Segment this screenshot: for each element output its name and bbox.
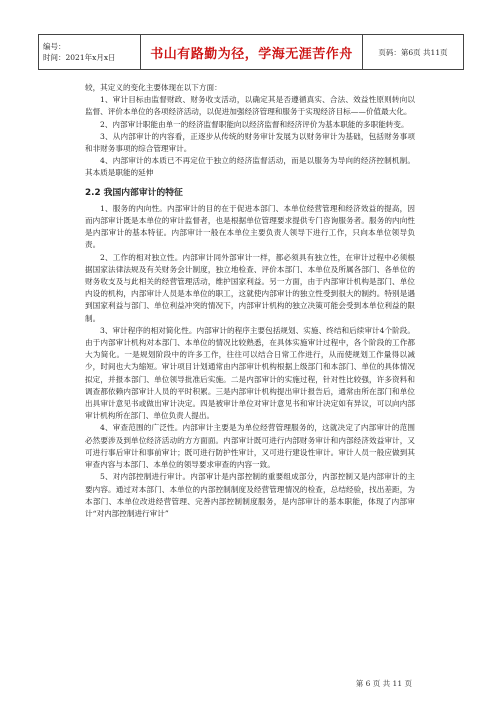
header-motto-cell [141, 35, 363, 69]
header-number-label: 编号： [43, 42, 66, 51]
section-title: 2.2 我国内部审计的特征 [85, 187, 183, 198]
paragraph: 4、内部审计的本质已不再定位于独立的经济监督活动，而是以服务为导向的经济控制机制。其本质是职能的延伸 [85, 156, 415, 178]
paragraph: 2、内部审计职能由单一的经济监督职能向以经济监督和经济评价为基本职能的多职能转变。 [100, 119, 409, 129]
header-page-cell [363, 35, 463, 69]
paragraph: 2、工作的相对独立性。内部审计同外部审计一样，都必须具有独立性，在审计过程中必须根据国家法律法规及有关财务会计制度，独立地检查、评价本部门、本单位及所属各部门、各单位的财务收支及与此相关的经营管理活动，维护国家利益。另一方面，由于内部审计机构是部门、单位内设的机构，内部审计人员是本单位的职工，这就使内部审计的独立性受到很大的制约。特别是遇到国家利益与部门、单位利益冲突的情况下，内部审计机构的独立决策可能会受到本单位利益的限制。 [85, 252, 415, 323]
paragraph: 3、审计程序的相对简化性。内部审计的程序主要包括规划、实施、终结和后续审计4个阶段。由于内部审计机构对本部门、本单位的情况比较熟悉，在具体实施审计过程中，各个阶段的工作都大为简化。一是规划阶段中的许多工作，往往可以结合日常工作进行，从而使规划工作量得以减少，时间也大为缩短。审计项目计划通常由内部审计机构根据上级部门和本部门、单位的具体情况拟定，并报本部门、单位领导批准后实施。二是内部审计的实施过程，针对性比较强，许多资料和调查都依赖内部审计人员的平时积累。三是内部审计机构提出审计报告后，通常由所在部门和单位出具审计意见书或做出审计决定。四是被审计单位对审计意见书和审计决定如有异议，可以向内部审计机构所在部门、单位负责人提出。 [85, 325, 415, 421]
paragraph: 3、从内部审计的内容看，正逐步从传统的财务审计发展为以财务审计为基础，包括财务事项和非财务事项的综合管理审计。 [85, 131, 415, 154]
paragraph: 1、服务的内向性。内部审计的目的在于促进本部门、本单位经营管理和经济效益的提高，因而内部审计既是本单位的审计监督者，也是根据单位管理要求提供专门咨询服务者。服务的内向性是内部审计的基本特征。内部审计一般在本单位主要负责人领导下进行工作，只向本单位领导负责。 [85, 203, 415, 250]
page-header [38, 34, 464, 70]
document-body [85, 82, 415, 520]
paragraph: 5、对内部控制进行审计。内部审计是内部控制的重要组成部分，内部控制又是内部审计的主要内容。通过对本部门、本单位的内部控制制度及经营管理情况的检查，总结经验，找出差距，为本部门、本单位改进经营管理、完善内部控制制度服务，是内部审计的基本职能，体现了内部审计“对内部控制进行审计” [85, 472, 415, 518]
paragraph: 较，其定义的变化主要体现在以下方面： [85, 83, 222, 92]
paragraph: 4、审查范围的广泛性。内部审计主要是为单位经营管理服务的，这就决定了内部审计的范围必然要涉及到单位经济活动的方方面面。内部审计既可进行内部财务审计和内部经济效益审计，又可进行事后审计和事前审计；既可进行防护性审计，又可进行建设性审计。审计人员一般应做到其审查内容与本部门、本单位的领导要求审查的内容一致。 [85, 423, 415, 470]
header-page-info: 页码：第6页 共11页 [378, 47, 448, 57]
page-footer: 第 6 页 共 11 页 [355, 679, 412, 688]
paragraph: 1、审计目标由监督财政、财务收支活动，以确定其是否遵循真实、合法、效益性原则转向以监督、评价本单位的各项经济活动，以促进加强经济管理和服务于实现经济目标——价值最大化。 [85, 95, 415, 117]
header-motto: 书山有路勤为径，学海无涯苦作舟 [150, 46, 353, 62]
header-meta [39, 35, 141, 69]
header-time-label: 时间：2021年x月x日 [43, 53, 116, 62]
